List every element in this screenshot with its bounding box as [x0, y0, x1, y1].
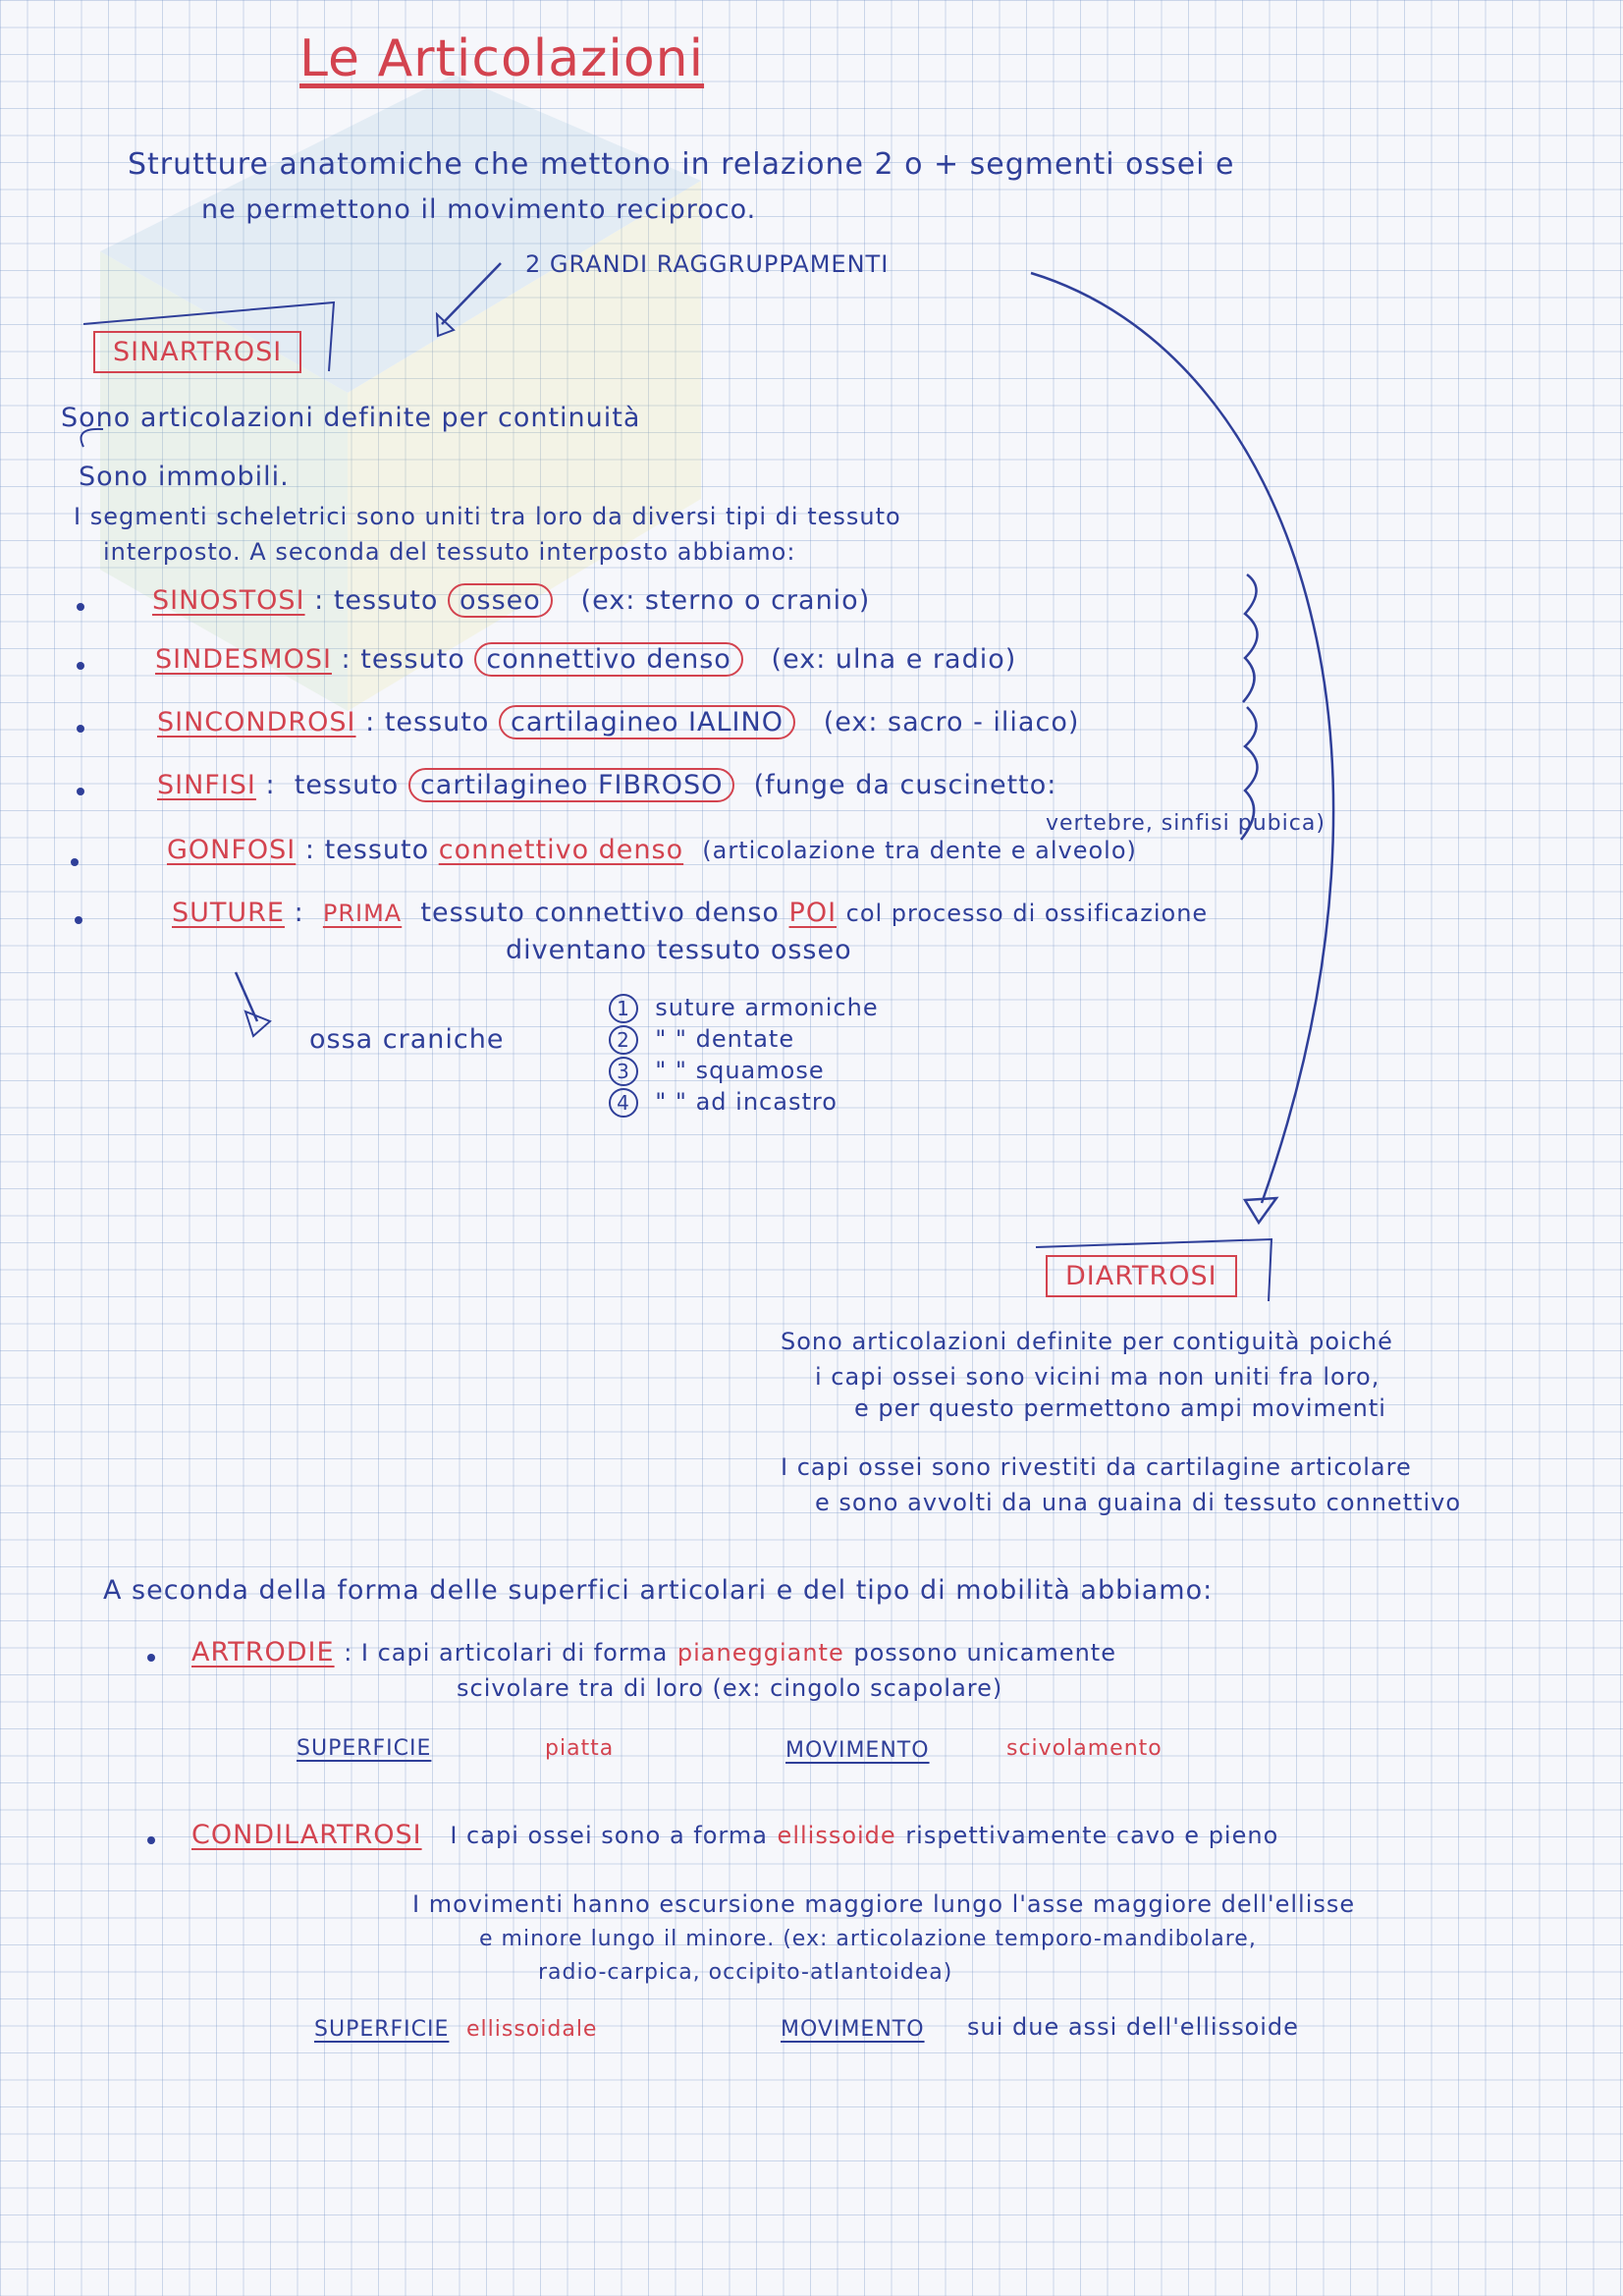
type-example-2: vertebre, sinfisi pubica): [1046, 811, 1325, 836]
condilartrosi-mov-value: sui due assi dell'ellissoide: [967, 2013, 1299, 2041]
condilartrosi-line-2: I movimenti hanno escursione maggiore lungo l'asse maggiore dell'ellisse: [412, 1890, 1356, 1918]
groups-label: 2 GRANDI RAGGRUPPAMENTI: [525, 250, 890, 278]
artrodie-line-1c: possono unicamente: [853, 1639, 1116, 1667]
tissue-prefix: tessuto: [294, 770, 400, 800]
artrodie-mov-value: scivolamento: [1006, 1736, 1163, 1761]
brace-icon: [1241, 707, 1258, 840]
condilartrosi-line-1c: rispettivamente cavo e pieno: [905, 1822, 1279, 1849]
tissue-prefix: tessuto: [360, 644, 465, 675]
artrodie-name: ARTRODIE: [191, 1637, 335, 1667]
tissue-name: osseo: [448, 583, 553, 618]
diartrosi-def-2: i capi ossei sono vicini ma non uniti fra loro,: [815, 1363, 1380, 1391]
forma-intro: A seconda della forma delle superfici articolari e del tipo di mobilità abbiamo:: [103, 1575, 1214, 1606]
condilartrosi-line-4: radio-carpica, occipito-atlantoidea): [538, 1960, 953, 1985]
sinartrosi-heading: SINARTROSI: [93, 331, 301, 373]
type-example: (funge da cuscinetto:: [753, 770, 1057, 800]
brace-icon: [1243, 574, 1258, 702]
page-title: Le Articolazioni: [299, 29, 705, 88]
arrowhead-icon: [1245, 1198, 1276, 1223]
arrowhead-icon: [245, 1011, 270, 1036]
connector-arrow: [1031, 273, 1333, 1203]
artrodie-line-1b: pianeggiante: [676, 1639, 844, 1667]
condilartrosi-name: CONDILARTROSI: [191, 1820, 422, 1850]
type-name: SINCONDROSI: [157, 707, 356, 738]
sinartrosi-immobili: Sono immobili.: [79, 462, 290, 492]
type-sep: :: [314, 585, 325, 616]
diartrosi-heading: DIARTROSI: [1046, 1255, 1237, 1297]
condilartrosi-sup-label: SUPERFICIE: [314, 2017, 450, 2042]
condilartrosi-line-1b: ellissoide: [777, 1822, 896, 1849]
suture-text-1: tessuto connettivo denso: [420, 898, 780, 928]
suture-kind-text: suture armoniche: [655, 994, 879, 1021]
diartrosi-caps-1: I capi ossei sono rivestiti da cartilagine articolare: [781, 1453, 1412, 1481]
type-sep: :: [304, 835, 315, 865]
type-example: (ex: ulna e radio): [771, 644, 1017, 675]
suture-kind-text: " " squamose: [655, 1057, 825, 1084]
diartrosi-def-1: Sono articolazioni definite per contiguità poiché: [781, 1328, 1393, 1355]
tissue-name: connettivo denso: [474, 642, 742, 677]
type-sep: :: [265, 770, 276, 800]
tissue-name: cartilagineo FIBROSO: [408, 768, 735, 802]
type-sep: :: [365, 707, 376, 738]
diartrosi-def-3: e per questo permettono ampi movimenti: [854, 1394, 1386, 1422]
suture-kind-text: " " ad incastro: [655, 1088, 838, 1116]
type-example: (ex: sterno o cranio): [580, 585, 871, 616]
type-name: SINFISI: [157, 770, 256, 800]
suture-kind-text: " " dentate: [655, 1025, 795, 1053]
type-example: (ex: sacro - iliaco): [823, 707, 1080, 738]
artrodie-sup-label: SUPERFICIE: [297, 1736, 432, 1761]
type-name: SINOSTOSI: [152, 585, 305, 616]
intro-line-2: ne permettono il movimento reciproco.: [201, 194, 757, 225]
sinartrosi-definition: Sono articolazioni definite per continuità: [61, 403, 641, 433]
artrodie-line-2: scivolare tra di loro (ex: cingolo scapolare): [457, 1674, 1003, 1702]
number-circle: 2: [609, 1025, 638, 1055]
artrodie-sup-value: piatta: [545, 1736, 615, 1761]
ossa-craniche: ossa craniche: [309, 1024, 505, 1055]
number-circle: 3: [609, 1057, 638, 1086]
type-name: SINDESMOSI: [155, 644, 332, 675]
condilartrosi-line-3: e minore lungo il minore. (ex: articolazione temporo-mandibolare,: [479, 1927, 1257, 1951]
number-circle: 1: [609, 994, 638, 1023]
sinartrosi-desc-2: interposto. A seconda del tessuto interposto abbiamo:: [103, 538, 796, 566]
condilartrosi-sup-value: ellissoidale: [466, 2017, 598, 2042]
suture-text-3: diventano tessuto osseo: [506, 935, 852, 965]
tissue-prefix: tessuto: [324, 835, 430, 865]
artrodie-mov-label: MOVIMENTO: [785, 1738, 930, 1763]
artrodie-line-1a: : I capi articolari di forma: [344, 1639, 669, 1667]
suture-poi: POI: [788, 898, 838, 928]
suture-text-2: col processo di ossificazione: [845, 900, 1209, 927]
suture-name: SUTURE: [172, 898, 285, 928]
suture-prima: PRIMA: [322, 900, 403, 927]
suture-sep: :: [294, 898, 304, 928]
arrowhead-icon: [437, 314, 454, 336]
connector-arrow: [442, 263, 501, 324]
sinartrosi-desc-1: I segmenti scheletrici sono uniti tra loro da diversi tipi di tessuto: [74, 503, 901, 530]
type-name: GONFOSI: [167, 835, 297, 865]
diartrosi-caps-2: e sono avvolti da una guaina di tessuto connettivo: [815, 1489, 1462, 1516]
tissue-name: connettivo denso: [438, 835, 684, 865]
tissue-name: cartilagineo IALINO: [499, 705, 795, 739]
type-example: (articolazione tra dente e alveolo): [702, 837, 1137, 864]
tissue-prefix: tessuto: [333, 585, 439, 616]
condilartrosi-mov-label: MOVIMENTO: [781, 2017, 925, 2042]
intro-line-1: Strutture anatomiche che mettono in relazione 2 o + segmenti ossei e: [128, 147, 1235, 182]
condilartrosi-line-1a: I capi ossei sono a forma: [450, 1822, 768, 1849]
number-circle: 4: [609, 1088, 638, 1118]
type-sep: :: [341, 644, 352, 675]
tissue-prefix: tessuto: [384, 707, 490, 738]
